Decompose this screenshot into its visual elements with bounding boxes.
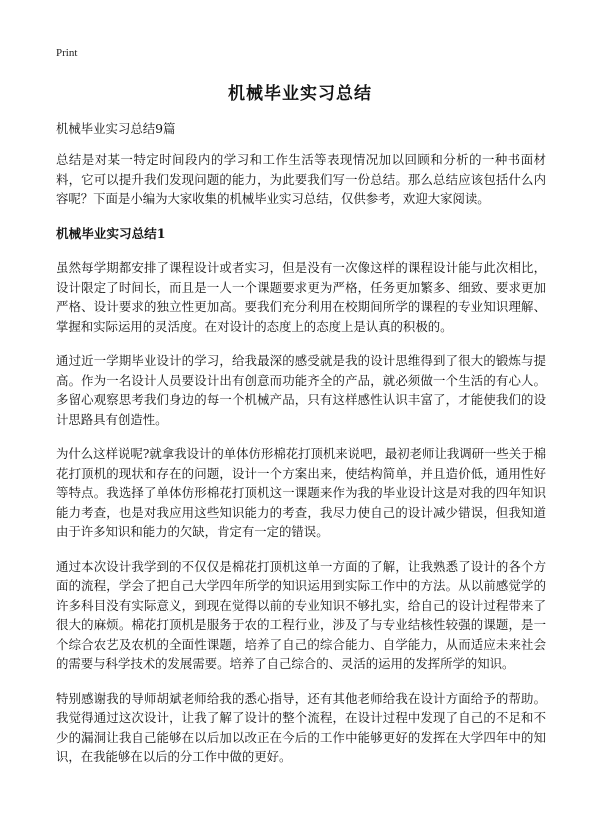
body-paragraph: 虽然每学期都安排了课程设计或者实习，但是没有一次像这样的课程设计能与此次相比，设计限定了时间长，而且是一人一个课题要求更为严格，任务更加繁多、细致、要求更加严格、设计要求的独立性更加高。要我们充分利用在校期间所学的课程的专业知识理解、掌握和实际运用的灵活度。在对设计的态度上的态度上是认真的积极的。 [56, 260, 546, 334]
section-heading: 机械毕业实习总结1 [56, 225, 166, 241]
body-paragraph: 为什么这样说呢?就拿我设计的单体仿形棉花打顶机来说吧，最初老师让我调研一些关于棉花打顶机的现状和存在的问题，设计一个方案出来，使结构简单，并且造价低，通用性好等特点。我选择了单体仿形棉花打顶机这一课题来作为我的毕业设计这是对我的四年知识能力考查，也是对我应用这些知识能力的考查，我尽力使自己的设计减少错误，但我知道由于许多知识和能力的欠缺，肯定有一定的错误。 [56, 446, 546, 539]
body-paragraph: 通过近一学期毕业设计的学习，给我最深的感受就是我的设计思维得到了很大的锻炼与提高。作为一名设计人员要设计出有创意而功能齐全的产品，就必须做一个生活的有心人。多留心观察思考我们身边的每一个机械产品，只有这样感性认识丰富了，才能使我们的设计思路具有创造性。 [56, 353, 546, 427]
body-paragraph: 特别感谢我的导师胡斌老师给我的悉心指导，还有其他老师给我在设计方面给予的帮助。我觉得通过这次设计，让我了解了设计的整个流程，在设计过程中发现了自己的不足和不少的漏洞让我自己能够在以后加以改正在今后的工作中能够更好的发挥在大学四年中的知识，在我能够在以后的分工作中做的更好。 [56, 690, 546, 764]
intro-paragraph: 总结是对某一特定时间段内的学习和工作生活等表现情况加以回顾和分析的一种书面材料，它可以提升我们发现问题的能力，为此要我们写一份总结。那么总结应该包括什么内容呢？下面是小编为大家收集的机械毕业实习总结，仅供参考，欢迎大家阅读。 [56, 152, 546, 206]
body-paragraph: 通过本次设计我学到的不仅仅是棉花打顶机这单一方面的了解，让我熟悉了设计的各个方面的流程，学会了把自己大学四年所学的知识运用到实际工作中的方法。从以前感觉学的许多科目没有实际意义，到现在觉得以前的专业知识不够扎实，给自己的设计过程带来了很大的麻烦。棉花打顶机是服务于农的工程行业，涉及了与专业结核性较强的课题，是一个综合农艺及农机的全面性课题，培养了自己的综合能力、自学能力，从而适应未来社会的需要与科学技术的发展需要。培养了自己综合的、灵活的运用的发挥所学的知识。 [56, 558, 546, 671]
document-body [56, 150, 546, 782]
page-title: 机械毕业实习总结 [228, 84, 372, 104]
document-subtitle: 机械毕业实习总结9篇 [56, 121, 176, 136]
print-label[interactable]: Print [56, 47, 78, 59]
